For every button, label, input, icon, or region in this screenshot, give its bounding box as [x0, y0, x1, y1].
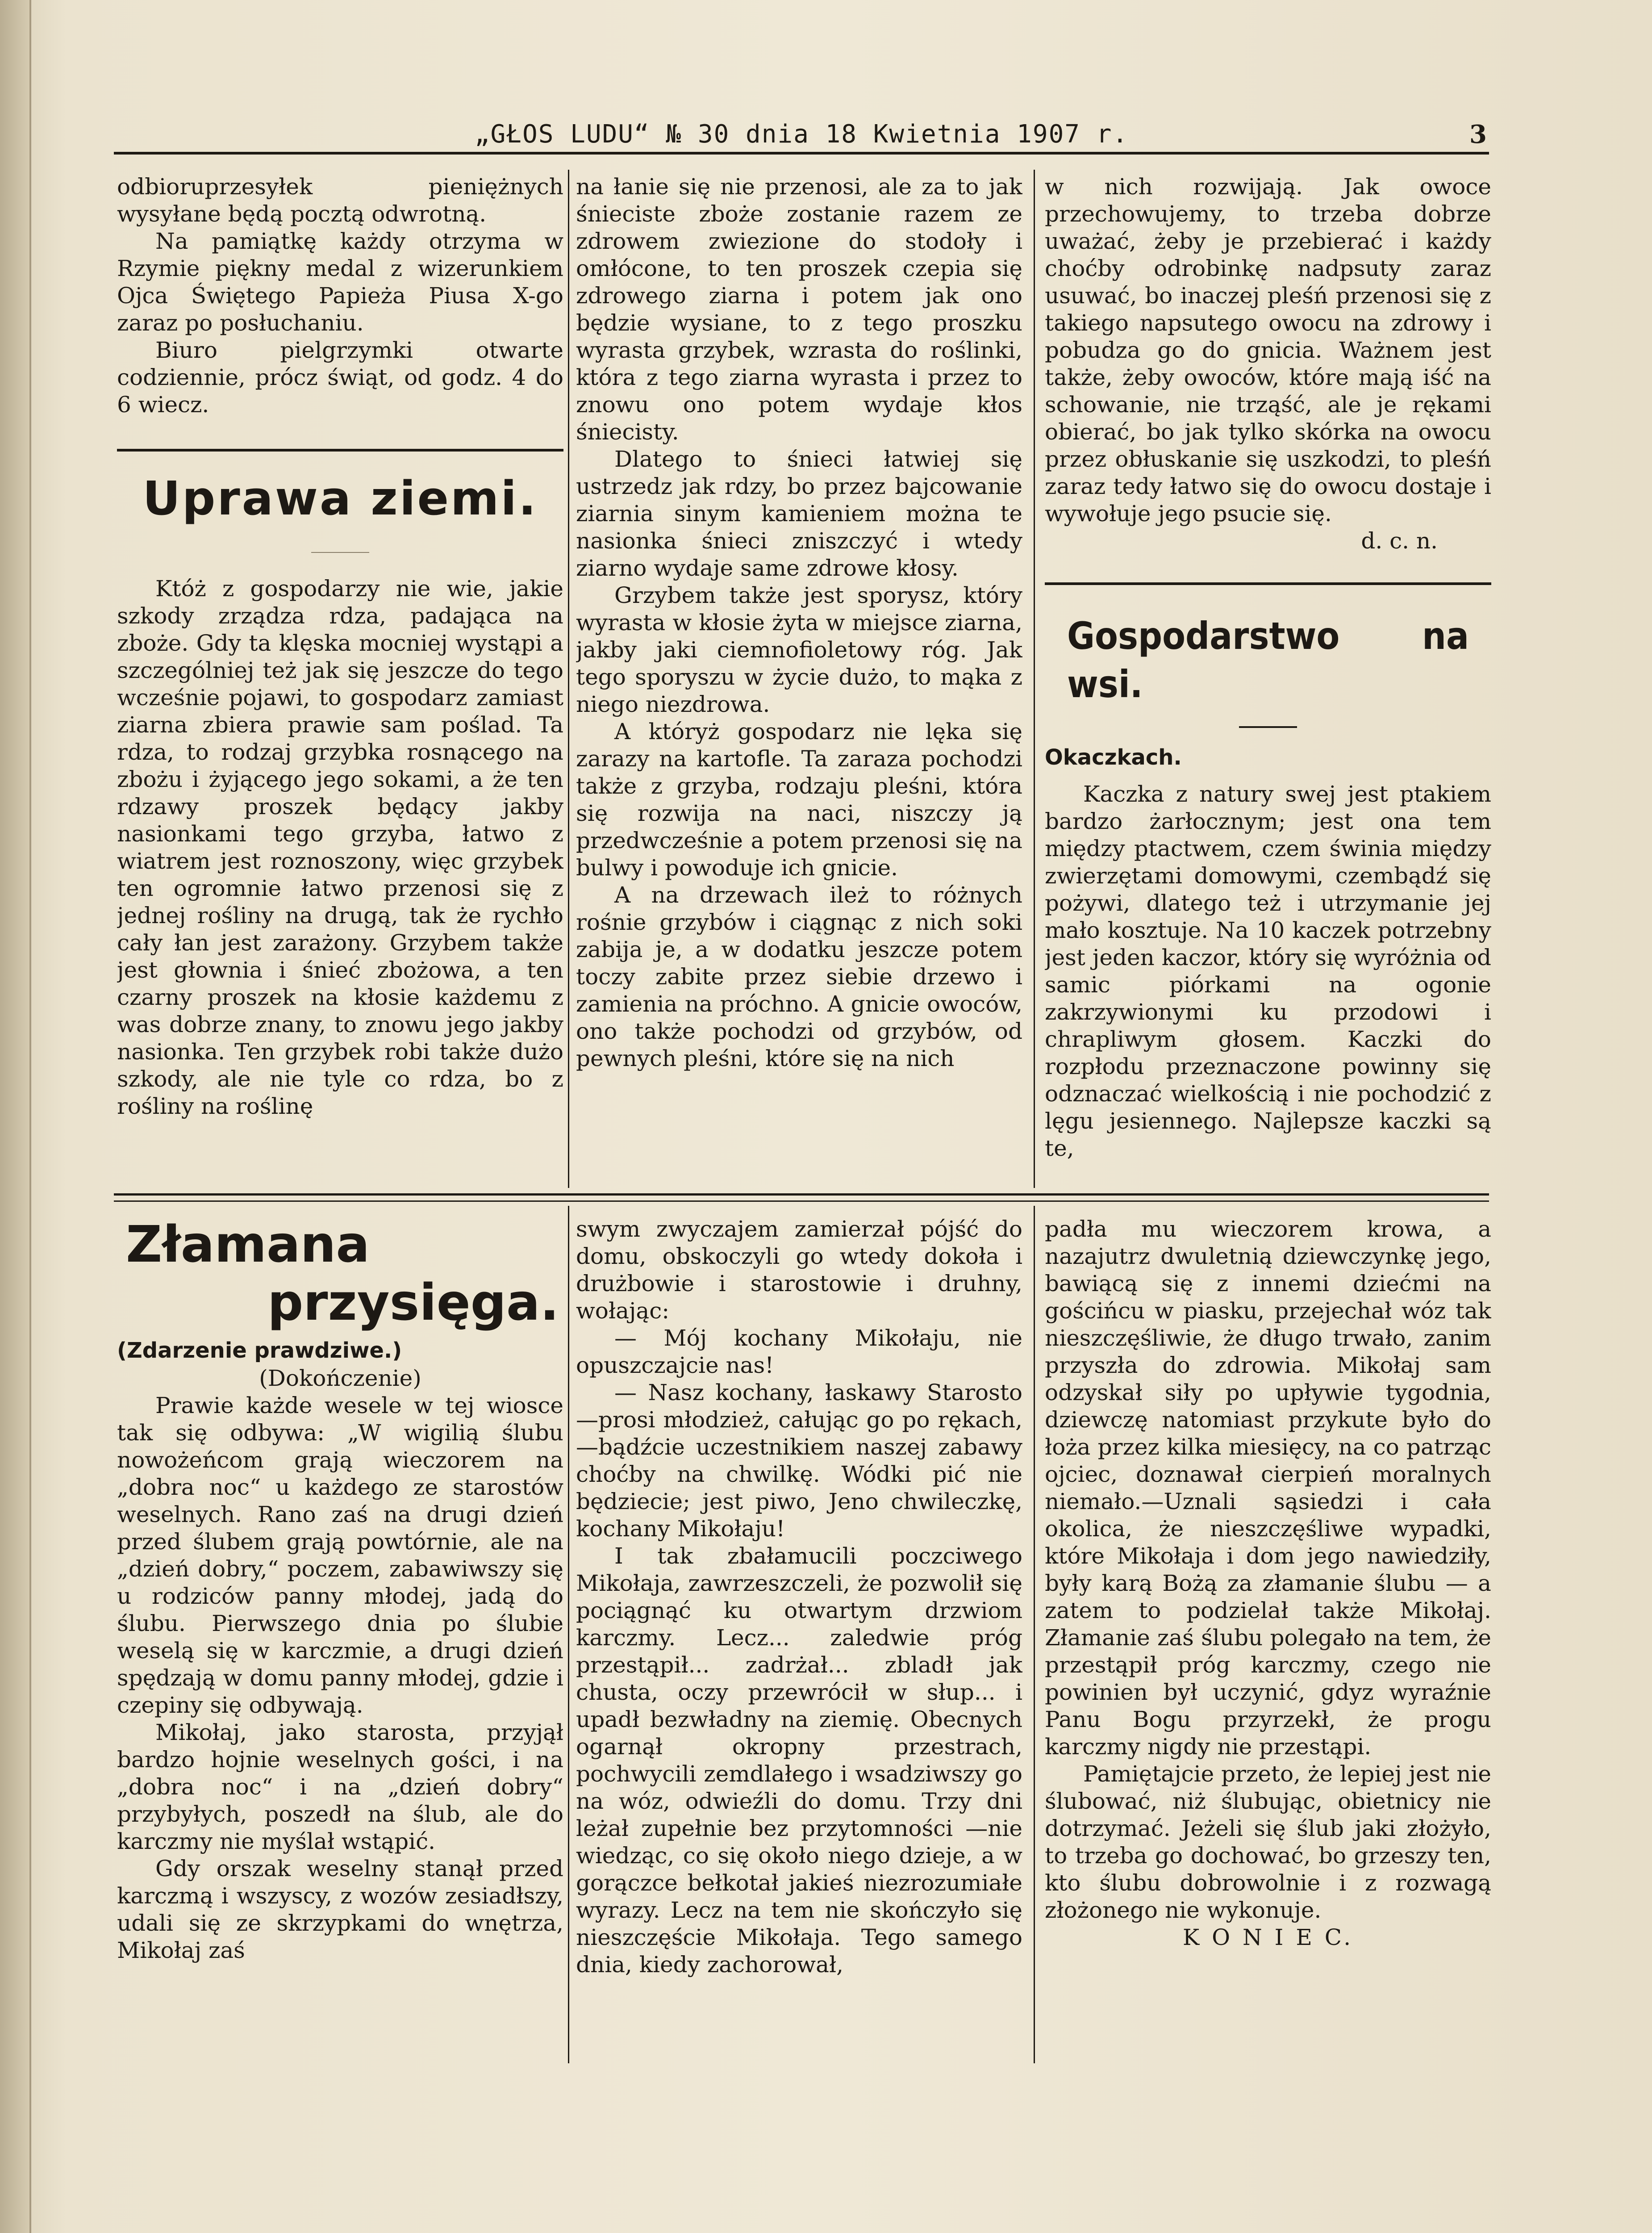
page-number: 3: [1469, 120, 1487, 149]
section-title-gospodarstwo: Gospodarstwo na wsi.: [1067, 614, 1469, 706]
page-fold: [29, 0, 31, 2233]
story-col3-paragraph-1: padła mu wieczorem krowa, a nazajutrz dwuletnią dziewczynkę jego, bawiącą się z innemi dziećmi na gościńcu w piasku, przejechał wóz tak nieszczęśliwie, że długo trwało, zanim przyszła do zdrowia. Mikołaj sam odzyskał siły po upływie tygodnia, dziewczę natomiast przykute było do łoża przez kilka miesięcy, na co patrząc ojciec, doznawał cierpień moralnych niemało.—Uznali sąsiedzi i cała okolica, że nieszczęśliwe wypadki, które Mikołaja i dom jego nawiedziły, były karą Bożą za złamanie ślubu — a zatem to podzielał także Mikołaj. Złamanie zaś ślubu polegało na tem, że przestąpił próg karczmy, czego nie powinien był uczynić, gdyz wyraźnie Panu Bogu przyrzekł, że progu karczmy nigdy nie przestąpi.: [1045, 1216, 1491, 1760]
middle-rule-upper: [114, 1193, 1489, 1196]
middle-rule-lower: [114, 1200, 1489, 1202]
story-title-line-1: Złamana: [126, 1216, 370, 1274]
story-continuation: (Dokończenie): [259, 1365, 421, 1391]
story-col2-paragraph-3: — Nasz kochany, łaskawy Starosto—prosi młodzież, całując go po rękach,—bądźcie uczestnikiem naszej zabawy choćby na chwilkę. Wódki pić nie będziecie; jest piwo, Jeno chwileczkę, kochany Mikołaju!: [576, 1380, 1022, 1542]
uprawa-col2-paragraph-1: na łanie się nie przenosi, ale za to jak śnieciste zboże zostanie razem ze zdrowem zwiezione do stodoły i omłócone, to ten proszek czepia się zdrowego ziarna i potem jak ono będzie wysiane, to z tego proszku wyrasta grzybek, wzrasta do roślinki, która z tego ziarna wyrasta i przez to znowu ono potem wydaje kłos śniecisty.: [576, 174, 1022, 445]
top-column-2: [576, 173, 1022, 1187]
uprawa-col3-paragraph-1: w nich rozwijają. Jak owoce przechowujemy, to trzeba dobrze uważać, żeby je przebierać i każdy choćby odrobinkę nadpsuty zaraz usuwać, bo inaczej pleśń przenosi się z takiego napsutego owocu na zdrowy i pobudza go do gnicia. Ważnem jest także, żeby owoców, które mają iść na schowanie, nie trząść, ale je rękami obierać, bo jak tylko skórka na owocu przez obłuskanie się uszkodzi, to pleśń zaraz tedy łatwo się do owocu dostaje i wywołuje jego psucie się.: [1045, 174, 1491, 527]
uprawa-col2-paragraph-2: Dlatego to śnieci łatwiej się ustrzedz jak rdzy, bo przez bajcowanie ziarnia sinym kamieniem można te nasionka śnieci zniszczyć i wtedy ziarno wydaje same zdrowe kłosy.: [576, 446, 1022, 581]
story-col3-paragraph-2: Pamiętajcie przeto, że lepiej jest nie ślubować, niż ślubując, obietnicy nie dotrzymać. Jeżeli się ślub jaki złożyło, to trzeba go dochować, bo grzeszy ten, kto ślubu dobrowolnie i z rozwagą złożonego nie wykonuje.: [1045, 1761, 1491, 1923]
story-col2-paragraph-1: swym zwyczajem zamierzał pójść do domu, obskoczyli go wtedy dokoła i drużbowie i starostowie i druhny, wołając:: [576, 1216, 1022, 1324]
column-rule-top-1: [568, 170, 569, 1188]
story-title-line-2: przysięga.: [267, 1274, 559, 1332]
section-title-uprawa: Uprawa ziemi.: [142, 471, 538, 526]
bottom-column-1: [117, 1216, 563, 2078]
bottom-column-3: [1045, 1216, 1491, 2078]
bottom-column-2: [576, 1216, 1022, 2078]
column-rule-bottom-1: [568, 1206, 569, 2063]
story-subtitle: (Zdarzenie prawdziwe.): [117, 1338, 402, 1363]
story-col1-paragraph-1: Prawie każde wesele w tej wiosce tak się odbywa: „W wigilią ślubu nowożeńcom grają wieczorem na „dobra noc“ u każdego ze starostów weselnych. Rano zaś na drugi dzień przed ślubem grają powtórnie, ale na „dzień dobry,“ poczem, zabawiwszy się u rodziców panny młodej, jadą do ślubu. Pierwszego dnia po ślubie weselą się w karczmie, a drugi dzień spędzają w domu panny młodej, gdzie i czepiny się odbywają.: [117, 1392, 563, 1718]
column-rule-bottom-2: [1034, 1206, 1035, 2063]
uprawa-col2-paragraph-4: A któryż gospodarz nie lęka się zarazy na kartofle. Ta zaraza pochodzi także z grzyba, rodzaju pleśni, która się rozwija na naci, niszczy ją przedwcześnie a potem przenosi się na bulwy i powoduje ich gnicie.: [576, 719, 1022, 881]
col1-paragraph-3: Biuro pielgrzymki otwarte codziennie, prócz świąt, od godz. 4 do 6 wiecz.: [117, 337, 563, 418]
top-column-3: [1045, 173, 1491, 1187]
story-col2-paragraph-2: — Mój kochany Mikołaju, nie opuszczajcie nas!: [576, 1325, 1022, 1378]
column-rule-top-2: [1034, 170, 1035, 1188]
top-column-1: [117, 173, 563, 1187]
uprawa-signature: d. c. n.: [1361, 528, 1438, 554]
page-header: [116, 120, 1487, 155]
uprawa-paragraph-1: Któż z gospodarzy nie wie, jakie szkody zrządza rdza, padająca na zboże. Gdy ta klęska mocniej wystąpi a szczególniej też jak się jeszcze do tego wcześnie pojawi, to gospodarz zamiast ziarna zbiera prawie sam poślad. Ta rdza, to rodzaj grzybka rosnącego na zbożu i żyjącego jego sokami, a że ten rdzawy proszek będący jakby nasionkami tego grzyba, łatwo z wiatrem jest roznoszony, więc grzybek ten ogromnie łatwo przenosi się z jednej rośliny na drugą, tak że rychło cały łan jest zarażony. Grzybem także jest głownia i śnieć zbożowa, a ten czarny proszek na kłosie każdemu z was dobrze znany, to znowu jego jakby nasionka. Ten grzybek robi także dużo szkody, ale nie tyle co rdza, bo z rośliny na roślinę: [117, 576, 563, 1119]
header-rule: [114, 152, 1489, 155]
story-col1-paragraph-3: Gdy orszak weselny stanął przed karczmą i wszyscy, z wozów zesiadłszy, udali się ze skrzypkami do wnętrza, Mikołaj zaś: [117, 1856, 563, 1963]
story-col1-paragraph-2: Mikołaj, jako starosta, przyjął bardzo hojnie weselnych gości, i na „dobra noc“ i na „dzień dobry“ przybyłych, poszedł na ślub, ale do karczmy nie myślał wstąpić.: [117, 1719, 563, 1854]
col1-paragraph-1: odbioruprzesyłek pieniężnych wysyłane będą pocztą odwrotną.: [117, 174, 563, 227]
story-col2-paragraph-4: I tak zbałamucili poczciwego Mikołaja, zawrzeszczeli, że pozwolił się pociągnąć ku otwartym drzwiom karczmy. Lecz... zaledwie próg przestąpił... zadrżał... zbladł jak chusta, oczy przewrócił w słup... i upadł bezwładny na ziemię. Obecnych ogarnął okropny przestrach, pochwycili zemdlałego i wsadziwszy go na wóz, odwieźli do domu. Trzy dni leżał zupełnie bez przytomności —nie wiedząc, co się około niego dzieje, a w gorączce bełkotał jakieś niezrozumiałe wyrazy. Lecz na tem nie skończyło się nieszczęście Mikołaja. Tego samego dnia, kiedy zachorował,: [576, 1543, 1022, 1978]
uprawa-col2-paragraph-5: A na drzewach ileż to różnych rośnie grzybów i ciągnąc z nich soki zabija je, a w dodatku jeszcze potem toczy zabite przez siebie drzewo i zamienia na próchno. A gnicie owoców, ono także pochodzi od grzybów, od pewnych pleśni, które się na nich: [576, 882, 1022, 1071]
header-title: „GŁOS LUDU“ № 30 dnia 18 Kwietnia 1907 r.: [474, 120, 1129, 149]
subtitle-okaczkach: Okaczkach.: [1045, 745, 1182, 770]
col1-paragraph-2: Na pamiątkę każdy otrzyma w Rzymie piękny medal z wizerunkiem Ojca Świętego Papieża Piusa X-go zaraz po posłuchaniu.: [117, 228, 563, 336]
story-end: K O N I E C.: [1182, 1924, 1354, 1950]
gospodarstwo-paragraph-1: Kaczka z natury swej jest ptakiem bardzo żarłocznym; jest ona tem między ptactwem, czem świnia między zwierzętami domowymi, czembądź się pożywi, dlatego też i utrzymanie jej mało kosztuje. Na 10 kaczek potrzebny jest jeden kaczor, który się wyróżnia od samic piórkami na ogonie zakrzywionymi ku przodowi i chrapliwym głosem. Kaczki do rozpłodu przeznaczone powinny się odznaczać wielkością i nie pochodzić z lęgu jesiennego. Najlepsze kaczki są te,: [1045, 781, 1491, 1161]
uprawa-col2-paragraph-3: Grzybem także jest sporysz, który wyrasta w kłosie żyta w miejsce ziarna, jakby jaki ciemnofioletowy róg. Jak tego sporyszu w życie dużo, to mąka z niego niezdrowa.: [576, 582, 1022, 717]
